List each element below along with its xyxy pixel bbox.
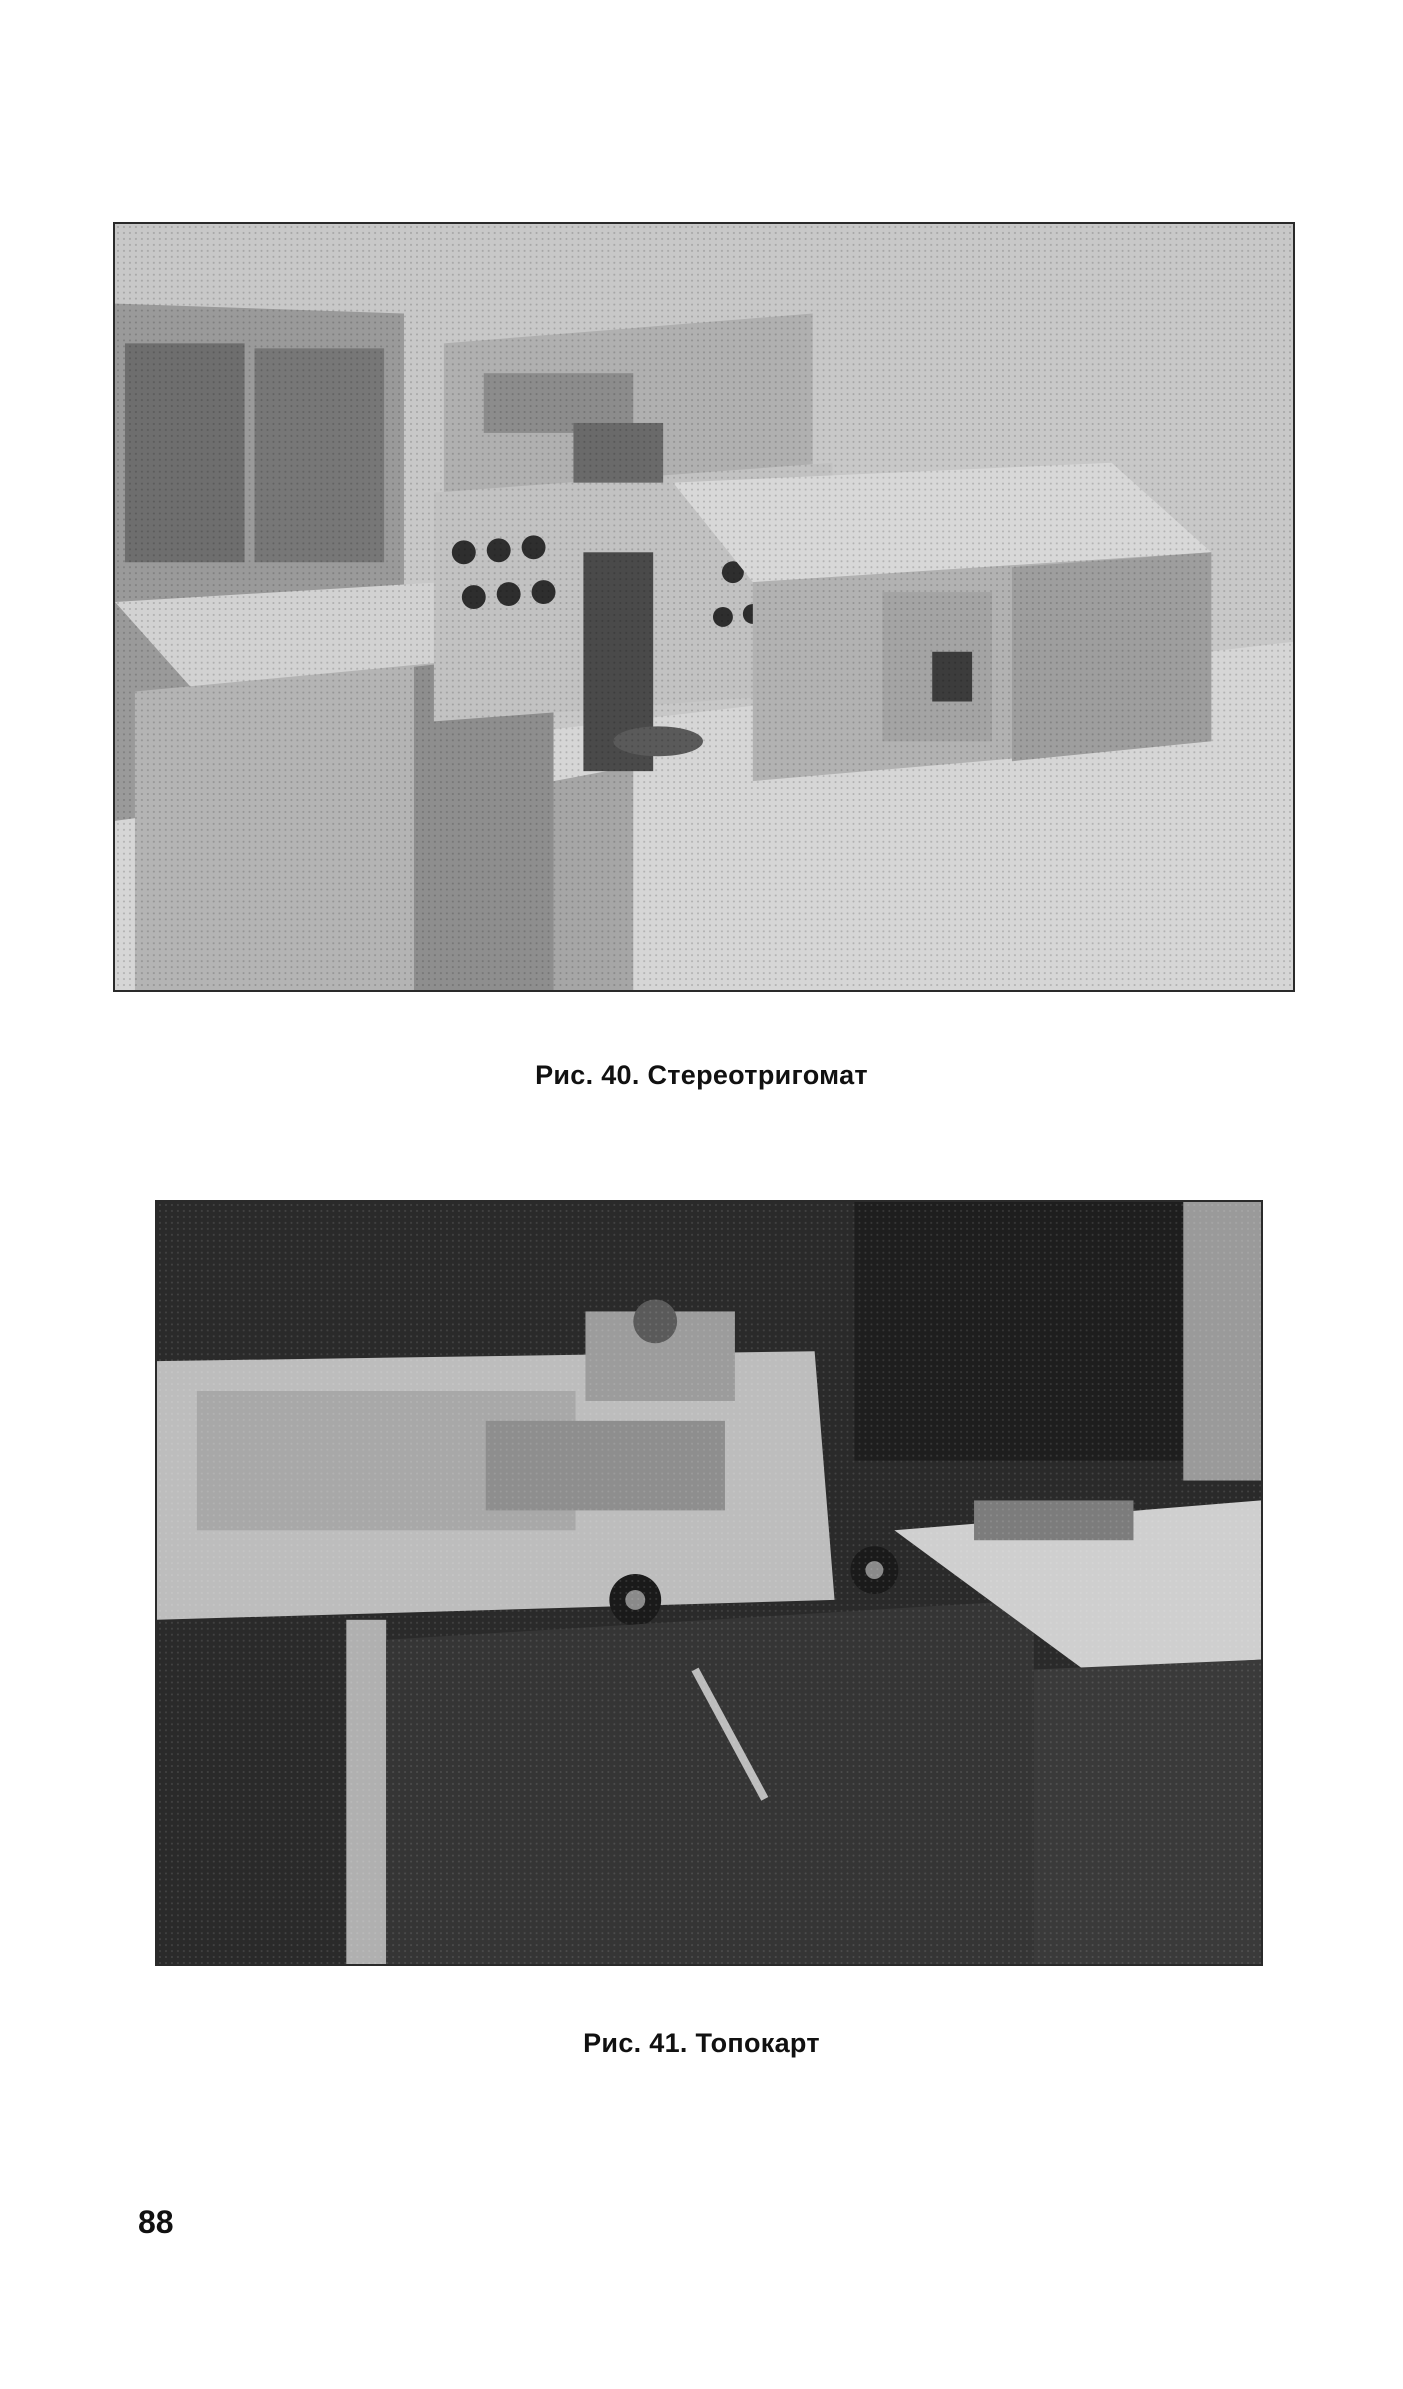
page-number: 88	[138, 2204, 174, 2240]
figure-41-photo	[155, 1200, 1263, 1966]
topocart-photo	[157, 1202, 1261, 1964]
figure-41-caption: Рис. 41. Топокарт	[583, 2028, 820, 2058]
figure-40-caption: Рис. 40. Стереотригомат	[535, 1060, 868, 1090]
stereotrigomat-photo	[115, 224, 1293, 990]
figure-40-photo	[113, 222, 1295, 992]
